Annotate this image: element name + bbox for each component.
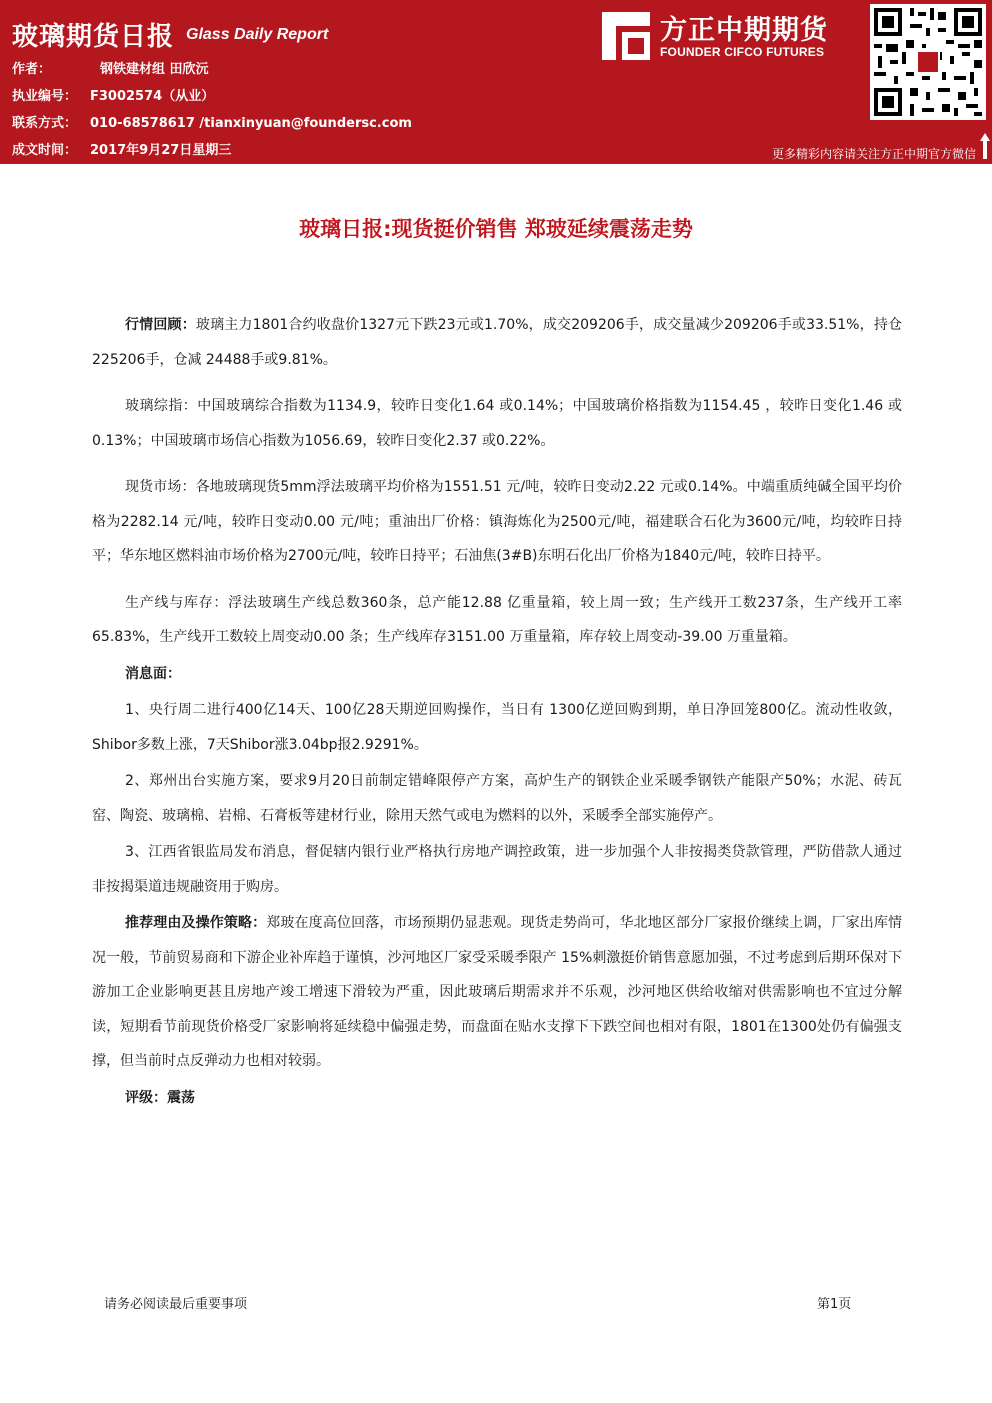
glass-index-paragraph: 玻璃综指：中国玻璃综合指数为1134.9，较昨日变化1.64 或0.14%；中国玻璃价格指数为1154.45 ，较昨日变化1.46 或0.13%；中国玻璃市场信心指数为1056.69，较昨日变化2.37 或0.22%。	[92, 398, 902, 449]
report-title: 玻璃期货日报	[12, 22, 175, 52]
production-inventory-paragraph: 生产线与库存：浮法玻璃生产线总数360条，总产能12.88 亿重量箱，较上周一致；生产线开工数237条，生产线开工率65.83%，生产线开工数较上周变动0.00 条；生产线库存3151.00 万重量箱，库存较上周变动-39.00 万重量箱。	[92, 594, 902, 645]
news-heading: 消息面：	[125, 665, 181, 682]
date-row	[12, 142, 412, 169]
report-body	[92, 308, 902, 1115]
strategy-paragraph	[92, 906, 902, 1079]
market-review-label: 行情回顾：	[125, 317, 196, 333]
document-title: 玻璃日报:现货挺价销售 郑玻延续震荡走势	[299, 217, 693, 241]
market-review-paragraph	[92, 308, 902, 377]
license-value: F3002574（从业）	[90, 89, 215, 104]
qr-center-badge	[918, 52, 938, 72]
contact-row	[12, 115, 412, 142]
report-subtitle: Glass Daily Report	[186, 26, 329, 43]
author-row	[12, 61, 412, 88]
arrow-up-icon	[980, 133, 990, 159]
header-divider	[0, 163, 992, 164]
strategy-label: 推荐理由及操作策略：	[125, 915, 267, 931]
founder-logo-icon	[602, 12, 650, 60]
logo-text-en: FOUNDER CIFCO FUTURES	[660, 45, 825, 59]
news-item: 2、郑州出台实施方案，要求9月20日前制定错峰限停产方案，高炉生产的钢铁企业采暖季钢铁产能限产50%；水泥、砖瓦窑、陶瓷、玻璃棉、岩棉、石膏板等建材行业，除用天然气或电为燃料的以外，采暖季全部实施停产。	[92, 773, 902, 824]
report-meta	[12, 61, 412, 169]
footer-notice: 请务必阅读最后重要事项	[104, 1297, 248, 1312]
author-label: 作者：	[12, 62, 52, 77]
strategy-text: 郑玻在度高位回落，市场预期仍显悲观。现货走势尚可，华北地区部分厂家报价继续上调，厂家出库情况一般，节前贸易商和下游企业补库趋于谨慎，沙河地区厂家受采暖季限产 15%刺激挺价销售意愿加强，不过考虑到后期环保对下游加工企业影响更甚且房地产竣工增速下滑较为严重，因此玻璃后期需求并不乐观，沙河地区供给收缩对供需影响也不宜过分解读，短期看节前现货价格受厂家影响将延续稳中偏强走势，而盘面在贴水支撑下下跌空间也相对有限，1801在1300处仍有偏强支撑，但当前时点反弹动力也相对较弱。	[92, 915, 902, 1069]
date-value: 2017年9月27日星期三	[90, 143, 232, 158]
follow-wechat-text: 更多精彩内容请关注方正中期官方微信	[771, 147, 976, 161]
company-logo	[602, 8, 860, 63]
page-number: 第1页	[817, 1297, 852, 1312]
news-item: 3、江西省银监局发布消息，督促辖内银行业严格执行房地产调控政策，进一步加强个人非按揭类贷款管理，严防借款人通过非按揭渠道违规融资用于购房。	[92, 844, 902, 895]
license-row	[12, 88, 412, 115]
report-header	[0, 0, 992, 163]
date-label: 成文时间：	[12, 143, 78, 158]
author-value: 钢铁建材组 田欣沅	[100, 62, 209, 77]
license-label: 执业编号：	[12, 89, 78, 104]
rating-value: 震荡	[167, 1089, 195, 1106]
contact-label: 联系方式：	[12, 116, 78, 131]
contact-value[interactable]: 010-68578617 /tianxinyuan@foundersc.com	[90, 116, 412, 131]
logo-text-cn: 方正中期期货	[660, 15, 828, 46]
market-review-text: 玻璃主力1801合约收盘价1327元下跌23元或1.70%，成交209206手，成交量减少209206手或33.51%，持仓225206手，仓减 24488手或9.81%。	[92, 317, 902, 368]
news-item: 1、央行周二进行400亿14天、100亿28天期逆回购操作，当日有 1300亿逆回购到期，单日净回笼800亿。流动性收敛，Shibor多数上涨，7天Shibor涨3.04bp报2.9291%。	[92, 702, 902, 753]
rating-label: 评级：	[125, 1089, 167, 1106]
rating-line	[92, 1081, 902, 1116]
spot-market-paragraph: 现货市场：各地玻璃现货5mm浮法玻璃平均价格为1551.51 元/吨，较昨日变动2.22 元或0.14%。中端重质纯碱全国平均价格为2282.14 元/吨，较昨日变动0.00 元/吨；重油出厂价格：镇海炼化为2500元/吨，福建联合石化为3600元/吨，均较昨日持平；华东地区燃料油市场价格为2700元/吨，较昨日持平；石油焦(3#B)东明石化出厂价格为1840元/吨，较昨日持平。	[92, 479, 902, 564]
wechat-qr-code[interactable]	[870, 4, 986, 120]
